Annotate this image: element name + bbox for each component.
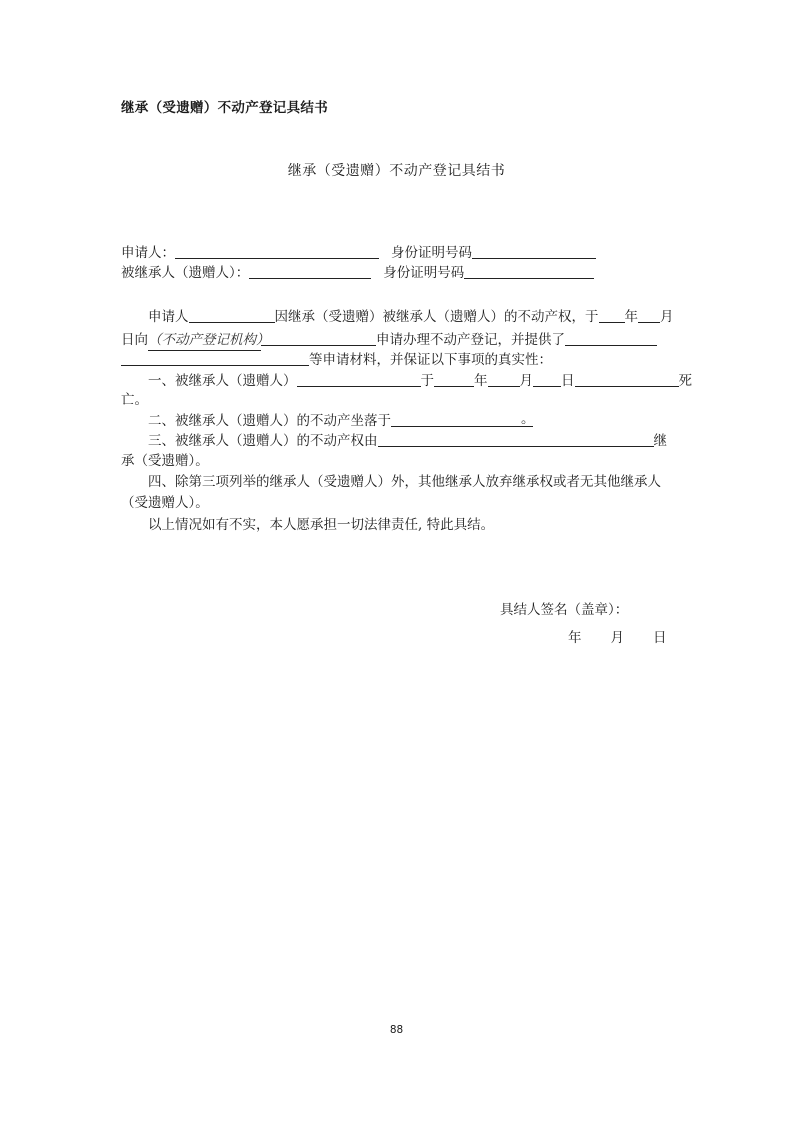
para1-text: 因继承（受遗赠）被继承人（遗赠人）的不动产权，于 — [274, 309, 599, 325]
materials-blank-1[interactable] — [565, 331, 657, 346]
item1-line1 — [148, 370, 692, 391]
item1-text: 死 — [678, 373, 692, 389]
applicant-name-blank[interactable] — [175, 244, 379, 259]
para1-line3 — [121, 349, 552, 370]
para1-line1 — [148, 306, 674, 327]
institution-blank[interactable] — [261, 331, 376, 346]
item1-text: 月 — [519, 373, 533, 389]
decedent-name-blank-2[interactable] — [297, 372, 421, 387]
item3-line2: 承（受遗赠）。 — [121, 453, 209, 469]
applicant-label: 申请人： — [121, 245, 175, 261]
signature-label: 具结人签名（盖章）： — [500, 602, 629, 618]
closing-statement: 以上情况如有不实，本人愿承担一切法律责任, 特此具结。 — [148, 517, 495, 533]
applicant-row — [121, 242, 596, 263]
year-blank[interactable] — [599, 308, 625, 323]
heir-name-blank[interactable] — [378, 432, 654, 447]
institution-placeholder[interactable]: （不动产登记机构） — [148, 330, 261, 351]
item2-text: 二、被继承人（遗赠人）的不动产坐落于 — [148, 413, 391, 429]
para1-text: 日向 — [121, 332, 148, 348]
signature-month: 月 — [610, 630, 624, 646]
para1-text: 月 — [660, 309, 674, 325]
item1-text: 日 — [561, 373, 575, 389]
decedent-id-blank[interactable] — [464, 264, 594, 279]
item1-line2: 亡。 — [121, 392, 148, 408]
death-day-blank[interactable] — [533, 372, 561, 387]
item3-text: 继 — [653, 433, 667, 449]
page-number: 88 — [389, 1024, 404, 1036]
signature-day: 日 — [653, 630, 667, 646]
death-year-blank[interactable] — [434, 372, 474, 387]
applicant-id-blank[interactable] — [472, 244, 596, 259]
materials-blank-2[interactable] — [121, 351, 309, 366]
item3-line1 — [148, 430, 667, 451]
para1-text: 等申请材料，并保证以下事项的真实性： — [309, 352, 552, 368]
death-month-blank[interactable] — [488, 372, 520, 387]
para1-text: 申请办理不动产登记，并提供了 — [376, 332, 565, 348]
decedent-label: 被继承人（遗赠人）： — [121, 265, 250, 281]
item1-text: 年 — [474, 373, 488, 389]
death-extra-blank[interactable] — [575, 372, 679, 387]
item4-line1: 四、除第三项列举的继承人（受遗赠人）外，其他继承人放弃继承权或者无其他继承人 — [148, 474, 661, 490]
signature-year: 年 — [568, 630, 582, 646]
month-blank[interactable] — [638, 308, 660, 323]
applicant-id-label: 身份证明号码 — [391, 245, 472, 261]
para1-text: 申请人 — [148, 309, 189, 325]
signature-date — [568, 628, 667, 648]
item2-period: 。 — [521, 411, 535, 427]
para1-text: 年 — [624, 309, 638, 325]
decedent-name-blank[interactable] — [249, 264, 371, 279]
item1-text: 一、被继承人（遗赠人） — [148, 373, 297, 389]
property-location-blank-end — [521, 412, 533, 427]
decedent-id-label: 身份证明号码 — [383, 265, 465, 281]
item3-text: 三、被继承人（遗赠人）的不动产权由 — [148, 433, 378, 449]
property-location-blank[interactable] — [391, 412, 521, 427]
applicant-blank[interactable] — [189, 308, 275, 323]
decedent-row — [121, 262, 594, 283]
para1-line2 — [121, 329, 657, 351]
item2-line — [148, 410, 533, 431]
section-heading: 继承（受遗赠）不动产登记具结书 — [121, 100, 328, 116]
item4-line2: （受遗赠人）。 — [121, 495, 209, 511]
item1-text: 于 — [420, 373, 434, 389]
document-title: 继承（受遗赠）不动产登记具结书 — [287, 163, 506, 179]
